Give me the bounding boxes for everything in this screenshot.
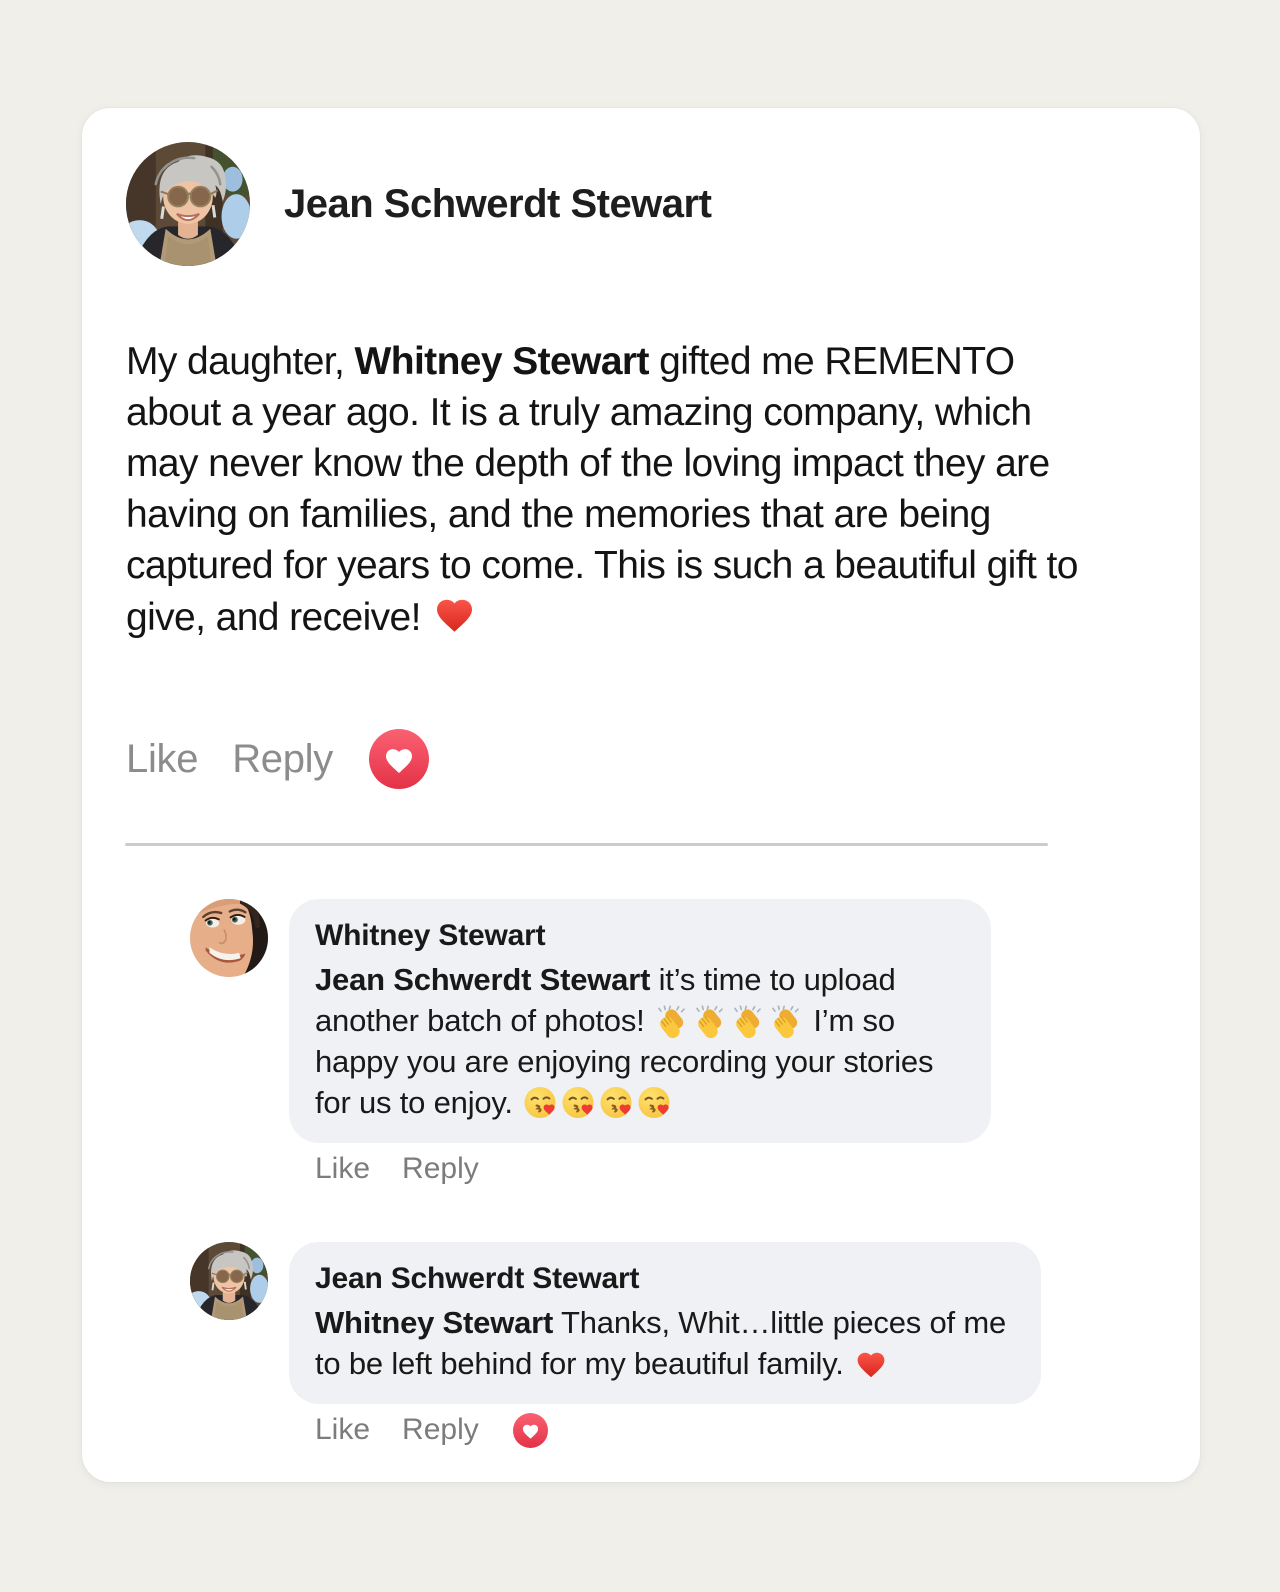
red-heart-emoji (853, 1346, 889, 1382)
comment-author-name[interactable]: Whitney Stewart (315, 919, 546, 952)
reply-button[interactable]: Reply (402, 1152, 479, 1185)
comment-author-name[interactable]: Jean Schwerdt Stewart (315, 1262, 640, 1295)
reply-whitney (190, 899, 1200, 1187)
like-button[interactable]: Like (315, 1152, 371, 1185)
clap-emoji (730, 1003, 766, 1039)
love-reaction-icon[interactable] (513, 1413, 548, 1448)
clap-emoji (768, 1003, 804, 1039)
like-button[interactable]: Like (315, 1413, 371, 1446)
testimonial-card (82, 108, 1200, 1482)
jean-avatar-small[interactable] (190, 1242, 268, 1320)
reply-jean (190, 1242, 1200, 1448)
reply-button[interactable]: Reply (232, 736, 333, 781)
red-heart-emoji (431, 591, 478, 638)
love-reaction-icon[interactable] (369, 729, 429, 789)
post-header (126, 142, 1200, 266)
post-author-name[interactable]: Jean Schwerdt Stewart (284, 181, 712, 226)
whitney-avatar[interactable] (190, 899, 268, 977)
kiss-emoji (598, 1085, 634, 1121)
comment-text: Whitney Stewart Thanks, Whit…little pieces of me to be left behind for my beautiful family. (315, 1305, 1006, 1381)
comment-text: Jean Schwerdt Stewart it’s time to upload another batch of photos! I’m so happy you are enjoying recording your stories for us to enjoy. (315, 962, 934, 1120)
kiss-emoji (560, 1085, 596, 1121)
kiss-emoji (522, 1085, 558, 1121)
replies-section (190, 899, 1200, 1448)
mention-link[interactable]: Jean Schwerdt Stewart (315, 962, 651, 997)
reply-button[interactable]: Reply (402, 1413, 479, 1446)
comment-bubble (289, 1242, 1041, 1404)
mention-link[interactable]: Whitney Stewart (354, 340, 649, 383)
clap-emoji (654, 1003, 690, 1039)
post-body-text: My daughter, Whitney Stewart gifted me REMENTO about a year ago. It is a truly amazing company, which may never know the depth of the loving impact they are having on families, and the memories that are being captured for years to come. This is such a beautiful gift to give, and receive! (126, 340, 1078, 639)
comment-actions (315, 1151, 511, 1187)
clap-emoji (692, 1003, 728, 1039)
kiss-emoji (636, 1085, 672, 1121)
jean-avatar[interactable] (126, 142, 250, 266)
comment-bubble (289, 899, 991, 1143)
mention-link[interactable]: Whitney Stewart (315, 1305, 554, 1340)
post-actions (126, 729, 1200, 789)
divider (125, 843, 1048, 846)
like-button[interactable]: Like (126, 736, 199, 781)
comment-actions (315, 1412, 548, 1448)
